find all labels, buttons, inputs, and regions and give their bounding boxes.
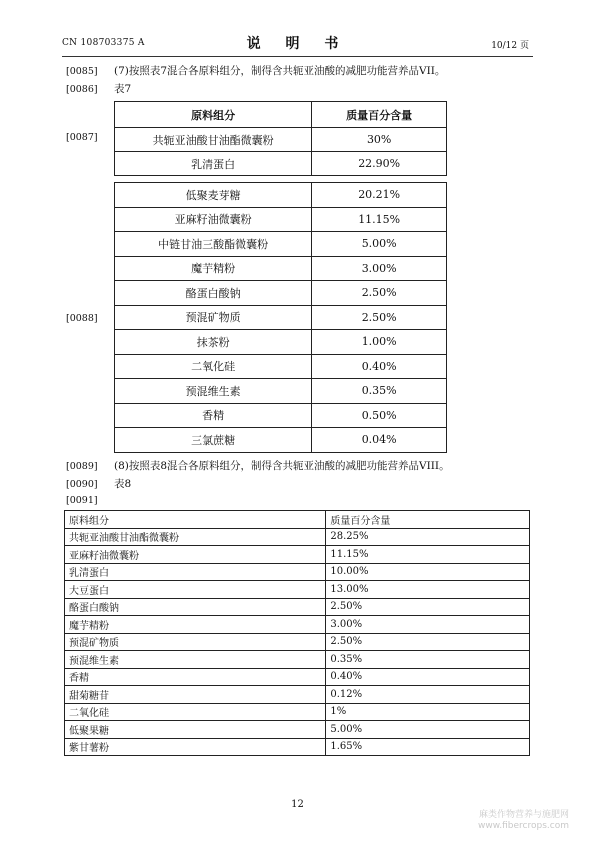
table7-caption: 表7: [114, 83, 132, 95]
ingredient-cell: 亚麻籽油微囊粉: [65, 546, 326, 564]
document-title: 说 明 书: [246, 36, 349, 52]
table-row: [115, 183, 447, 208]
table-row: [65, 721, 530, 739]
paragraph-number-0085: [0085]: [66, 66, 98, 77]
table-row: [65, 738, 530, 756]
column-header-mass-percent: 质量百分含量: [312, 102, 447, 128]
percent-cell: 1.00%: [312, 330, 447, 355]
percent-cell: 3.00%: [312, 256, 447, 281]
percent-cell: 2.50%: [312, 305, 447, 330]
table8-caption: 表8: [114, 478, 132, 490]
table-row: [65, 703, 530, 721]
page-indicator: 10/12 页: [491, 41, 529, 51]
column-header-ingredient: 原料组分: [115, 102, 312, 128]
ingredient-cell: 共轭亚油酸甘油酯微囊粉: [65, 528, 326, 546]
percent-cell: 10.00%: [326, 563, 530, 581]
table-row: [65, 546, 530, 564]
page-number: 12: [291, 799, 304, 810]
table-row: [65, 633, 530, 651]
ingredient-cell: 大豆蛋白: [65, 581, 326, 599]
column-header-mass-percent: 质量百分含量: [326, 511, 530, 529]
paragraph-0089-text: (8)按照表8混合各原料组分，制得含共轭亚油酸的减肥功能营养品VIII。: [114, 460, 450, 472]
table-row: [115, 403, 447, 428]
percent-cell: 0.40%: [312, 354, 447, 379]
patent-number: CN 108703375 A: [62, 38, 145, 48]
percent-cell: 5.00%: [312, 232, 447, 257]
percent-cell: 1.65%: [326, 738, 530, 756]
table-header-row: [65, 511, 530, 529]
ingredient-cell: 抹茶粉: [115, 330, 312, 355]
ingredient-cell: 香精: [65, 668, 326, 686]
percent-cell: 28.25%: [326, 528, 530, 546]
ingredient-cell: 酪蛋白酸钠: [65, 598, 326, 616]
table-row: [115, 428, 447, 453]
table-row: [115, 152, 447, 176]
watermark: [478, 810, 569, 832]
table-row: [115, 256, 447, 281]
ingredient-cell: 三氯蔗糖: [115, 428, 312, 453]
table-row: [115, 207, 447, 232]
ingredient-cell: 预混矿物质: [115, 305, 312, 330]
ingredient-cell: 中链甘油三酸酯微囊粉: [115, 232, 312, 257]
table-row: [65, 616, 530, 634]
table-row: [115, 330, 447, 355]
table-row: [115, 128, 447, 152]
percent-cell: 22.90%: [312, 152, 447, 176]
table7-part2: [114, 182, 447, 453]
percent-cell: 3.00%: [326, 616, 530, 634]
percent-cell: 0.40%: [326, 668, 530, 686]
table-row: [65, 686, 530, 704]
ingredient-cell: 香精: [115, 403, 312, 428]
table8: [64, 510, 530, 756]
table-row: [65, 563, 530, 581]
paragraph-number-0087: [0087]: [66, 132, 98, 143]
percent-cell: 2.50%: [326, 598, 530, 616]
ingredient-cell: 低聚麦芽糖: [115, 183, 312, 208]
ingredient-cell: 预混维生素: [115, 379, 312, 404]
percent-cell: 2.50%: [312, 281, 447, 306]
ingredient-cell: 预混维生素: [65, 651, 326, 669]
percent-cell: 1%: [326, 703, 530, 721]
table-row: [115, 379, 447, 404]
ingredient-cell: 酪蛋白酸钠: [115, 281, 312, 306]
ingredient-cell: 预混矿物质: [65, 633, 326, 651]
ingredient-cell: 二氧化硅: [65, 703, 326, 721]
table-row: [65, 598, 530, 616]
paragraph-number-0089: [0089]: [66, 461, 98, 472]
percent-cell: 30%: [312, 128, 447, 152]
ingredient-cell: 紫甘薯粉: [65, 738, 326, 756]
percent-cell: 2.50%: [326, 633, 530, 651]
ingredient-cell: 亚麻籽油微囊粉: [115, 207, 312, 232]
table-row: [115, 354, 447, 379]
table-row: [65, 668, 530, 686]
percent-cell: 0.35%: [312, 379, 447, 404]
paragraph-number-0086: [0086]: [66, 84, 98, 95]
column-header-ingredient: 原料组分: [65, 511, 326, 529]
ingredient-cell: 共轭亚油酸甘油酯微囊粉: [115, 128, 312, 152]
paragraph-number-0088: [0088]: [66, 313, 98, 324]
ingredient-cell: 乳清蛋白: [115, 152, 312, 176]
ingredient-cell: 甜菊糖苷: [65, 686, 326, 704]
percent-cell: 0.35%: [326, 651, 530, 669]
percent-cell: 0.50%: [312, 403, 447, 428]
percent-cell: 20.21%: [312, 183, 447, 208]
watermark-url: www.fibercrops.com: [478, 821, 569, 831]
table-row: [65, 528, 530, 546]
watermark-site-name: 麻类作物营养与施肥网: [478, 810, 569, 820]
percent-cell: 0.12%: [326, 686, 530, 704]
ingredient-cell: 乳清蛋白: [65, 563, 326, 581]
paragraph-number-0091: [0091]: [66, 495, 98, 506]
ingredient-cell: 魔芋精粉: [65, 616, 326, 634]
percent-cell: 11.15%: [326, 546, 530, 564]
percent-cell: 5.00%: [326, 721, 530, 739]
table-row: [115, 281, 447, 306]
table-row: [115, 232, 447, 257]
percent-cell: 0.04%: [312, 428, 447, 453]
table-header-row: [115, 102, 447, 128]
ingredient-cell: 魔芋精粉: [115, 256, 312, 281]
table-row: [115, 305, 447, 330]
table-row: [65, 651, 530, 669]
paragraph-0085-text: (7)按照表7混合各原料组分，制得含共轭亚油酸的减肥功能营养品VII。: [114, 65, 446, 77]
percent-cell: 11.15%: [312, 207, 447, 232]
header-divider: [62, 56, 533, 57]
ingredient-cell: 低聚果糖: [65, 721, 326, 739]
table-row: [65, 581, 530, 599]
paragraph-number-0090: [0090]: [66, 479, 98, 490]
table7-part1: [114, 101, 447, 176]
percent-cell: 13.00%: [326, 581, 530, 599]
ingredient-cell: 二氧化硅: [115, 354, 312, 379]
